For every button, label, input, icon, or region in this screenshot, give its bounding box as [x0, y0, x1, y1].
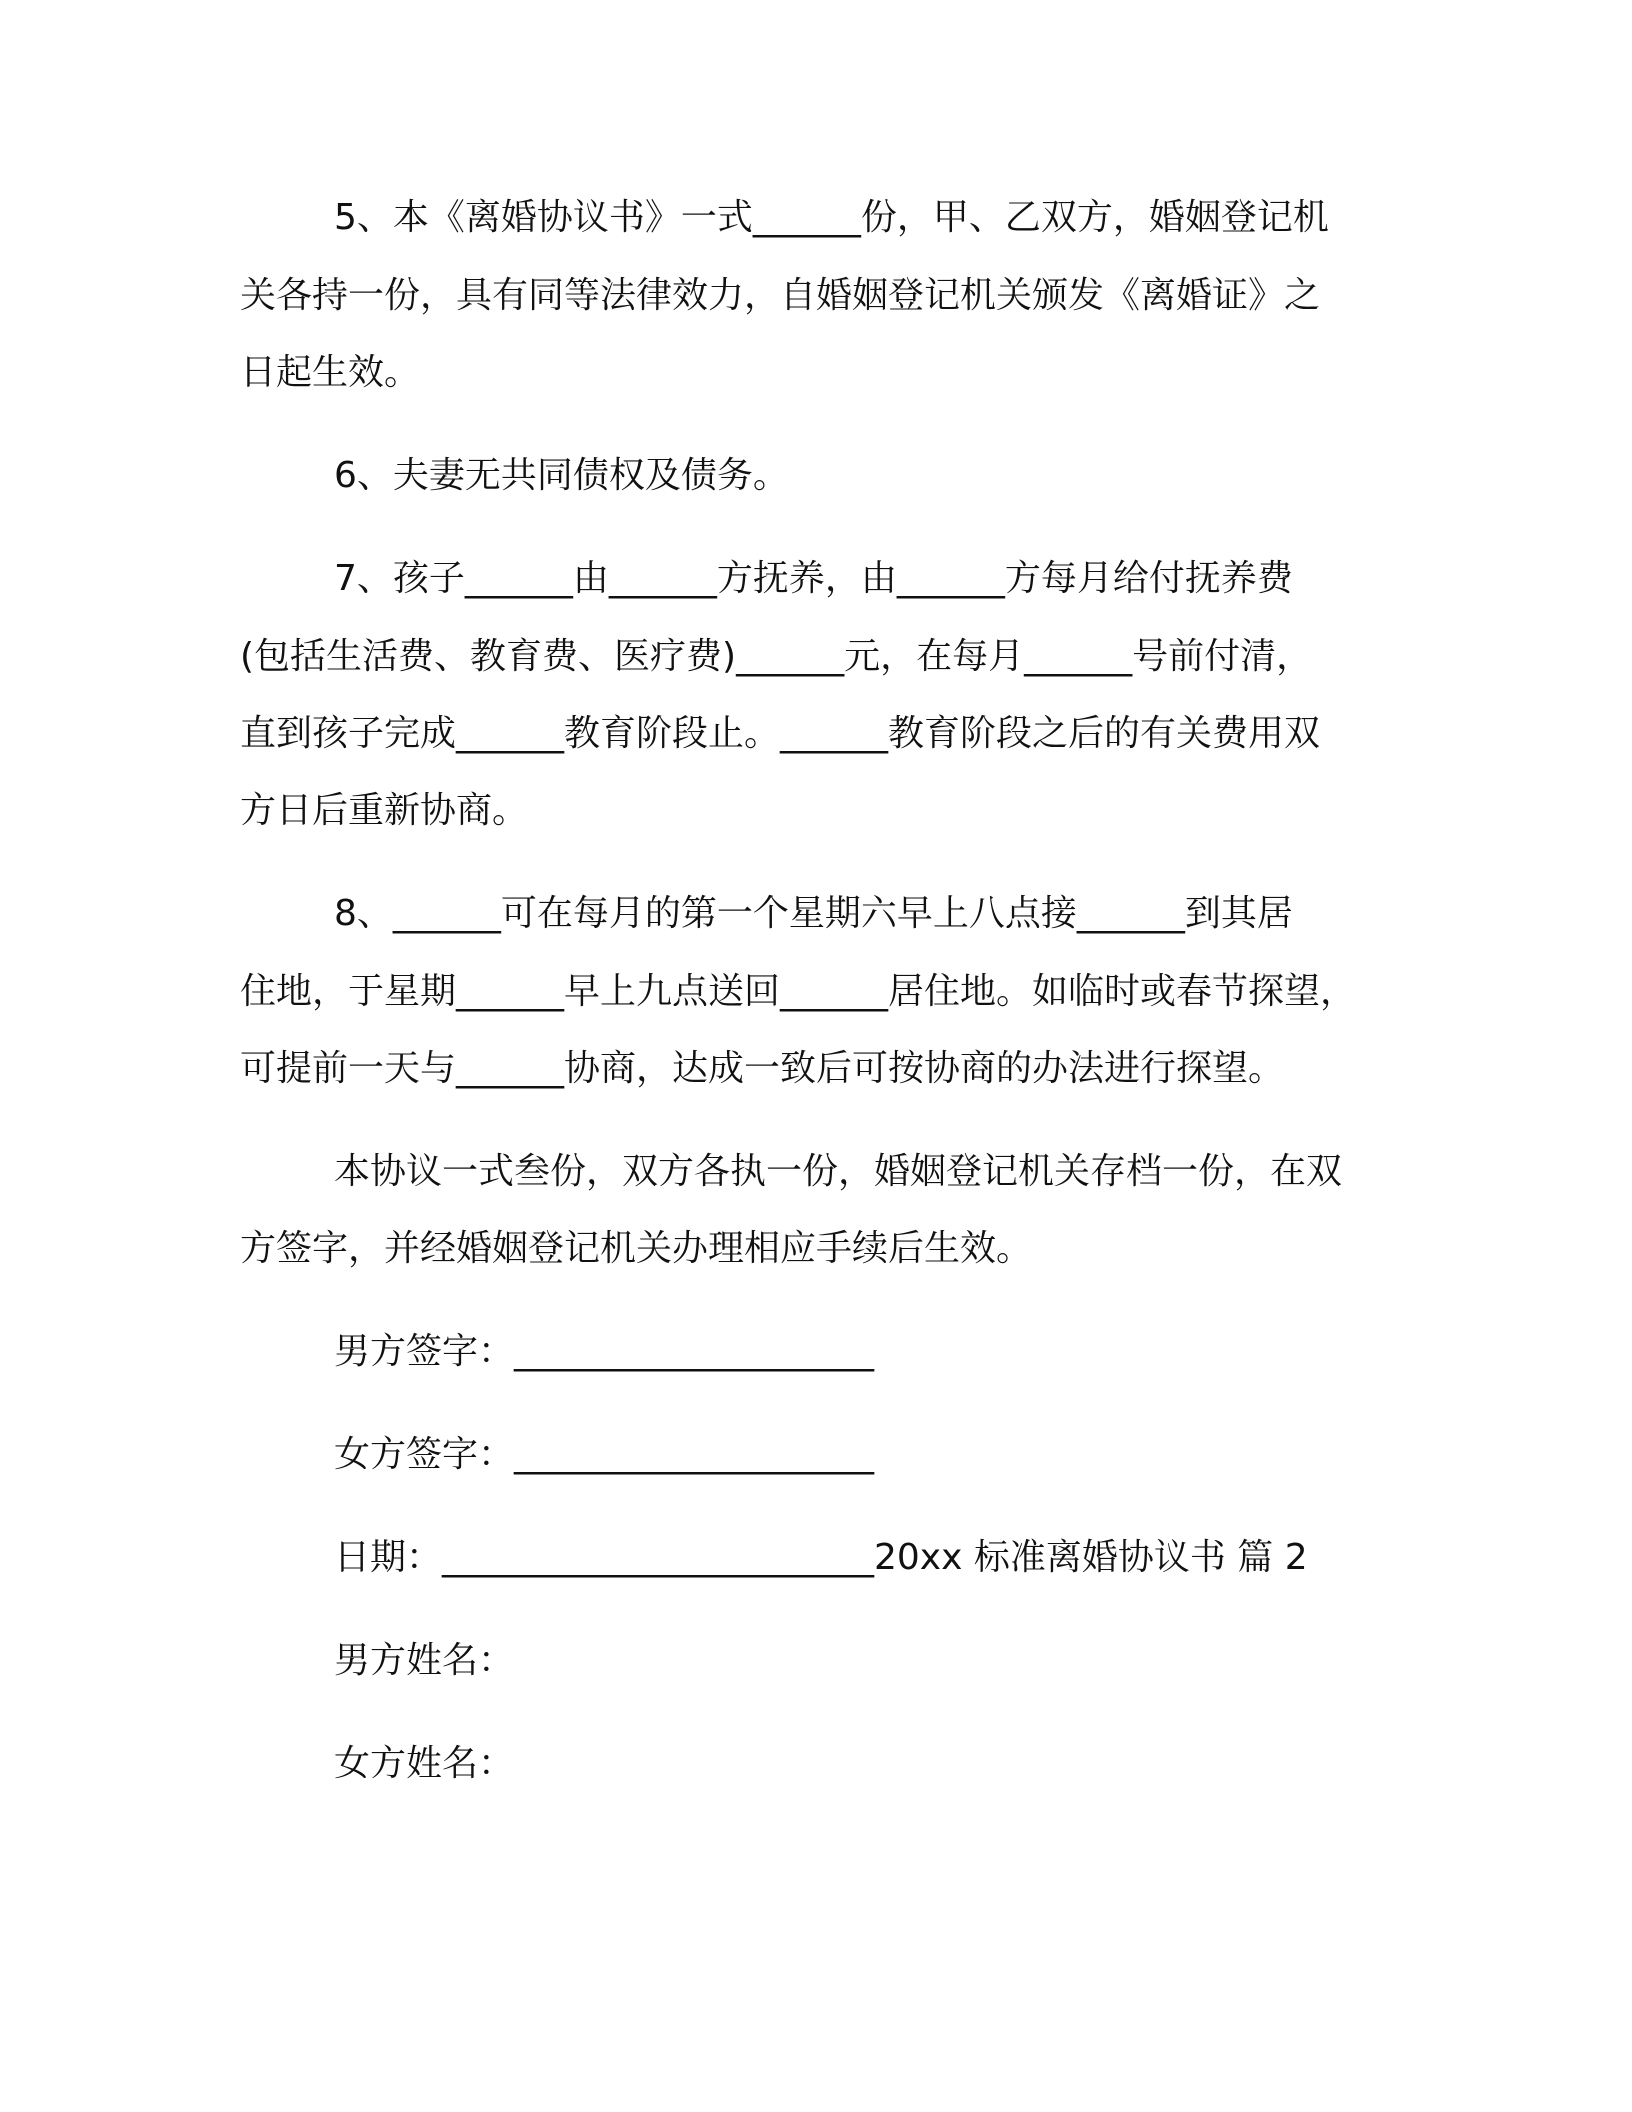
clause-8-line-2: 住地，于星期______早上九点送回______居住地。如临时或春节探望，	[240, 971, 1357, 1012]
clause-7-line-1: 7、孩子______由______方抚养，由______方每月给付抚养费	[334, 558, 1293, 599]
male-name-line: 男方姓名：	[334, 1640, 515, 1681]
closing-line-1: 本协议一式叁份，双方各执一份，婚姻登记机关存档一份，在双	[334, 1151, 1343, 1192]
date-line: 日期：________________________20xx 标准离婚协议书 篇 2	[334, 1537, 1308, 1578]
clause-5-line-1: 5、本《离婚协议书》一式______份，甲、乙双方，婚姻登记机	[334, 197, 1329, 238]
female-signature-line: 女方签字：____________________	[334, 1434, 875, 1475]
clause-6-line-1: 6、夫妻无共同债权及债务。	[334, 455, 789, 496]
clause-5-line-3: 日起生效。	[240, 352, 421, 393]
male-signature-line: 男方签字：____________________	[334, 1331, 875, 1372]
clause-8-line-1: 8、______可在每月的第一个星期六早上八点接______到其居	[334, 893, 1293, 934]
clause-7-line-3: 直到孩子完成______教育阶段止。______教育阶段之后的有关费用双	[240, 713, 1321, 754]
closing-line-2: 方签字，并经婚姻登记机关办理相应手续后生效。	[240, 1228, 1033, 1269]
clause-5-line-2: 关各持一份，具有同等法律效力，自婚姻登记机关颁发《离婚证》之	[240, 275, 1321, 316]
female-name-line: 女方姓名：	[334, 1743, 515, 1784]
clause-8-line-3: 可提前一天与______协商，达成一致后可按协商的办法进行探望。	[240, 1048, 1285, 1089]
clause-7-line-2: (包括生活费、教育费、医疗费)______元，在每月______号前付清，	[240, 636, 1313, 677]
clause-7-line-4: 方日后重新协商。	[240, 790, 529, 831]
